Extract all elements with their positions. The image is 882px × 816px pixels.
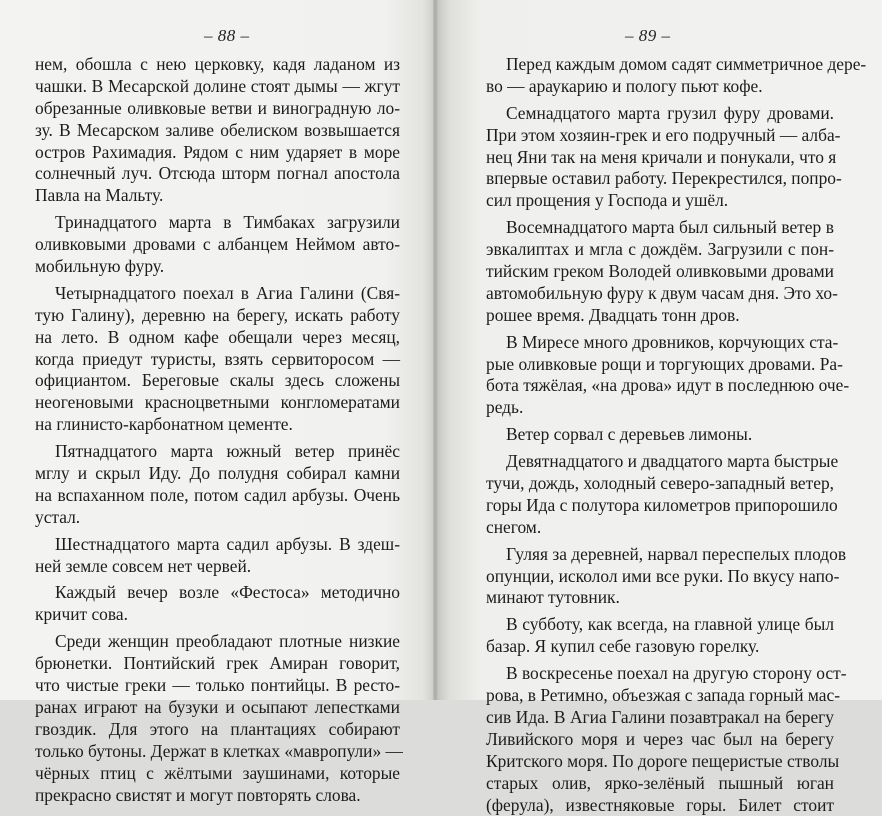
text-line: Четырнадцатого поехал в Агиа Галини (Свя- (35, 283, 400, 305)
text-line: зу. В Месарском заливе обелиском возвышается (35, 120, 400, 142)
text-line: автомобильную фуру к двум часам дня. Это хо- (486, 283, 834, 305)
right-page (436, 0, 882, 700)
text-line: брюнетки. Понтийский грек Амиран говорит, (35, 653, 400, 675)
text-line: (ферула), известняковые горы. Билет стоит (486, 795, 834, 816)
text-line: минают тутовник. (486, 587, 834, 609)
text-line: ранах играют на бузуки и осыпают лепестками (35, 697, 400, 719)
text-line: чашки. В Месарской долине стоят дымы — жгут (35, 76, 400, 98)
page-number: – 89 – (625, 26, 671, 46)
text-line: впервые оставил работу. Перекрестился, попро- (486, 168, 834, 190)
text-line: прекрасно свистят и могут повторять слова. (35, 785, 400, 807)
text-line: на глинисто-карбонатном цементе. (35, 414, 400, 436)
text-line: Перед каждым домом садят симметричное дере- (486, 54, 834, 76)
text-line: тую Галину), деревню на берегу, искать работу (35, 305, 400, 327)
text-line: Среди женщин преобладают плотные низкие (35, 631, 400, 653)
text-line: Пятнадцатого марта южный ветер принёс (35, 441, 400, 463)
book-spine-gutter (433, 0, 438, 700)
text-line: Павла на Мальту. (35, 185, 400, 207)
text-line: остров Рахимадия. Рядом с ним ударяет в море (35, 142, 400, 164)
text-line: когда приедут туристы, взять сервиторосом — (35, 349, 400, 371)
text-line: опунции, исколол ими все руки. По вкусу напо- (486, 566, 834, 588)
text-line: неогеновыми красноцветными конгломератами (35, 392, 400, 414)
text-line: нем, обошла с нею церковку, кадя ладаном из (35, 54, 400, 76)
text-line: только бутоны. Держат в клетках «мавропули» — (35, 741, 400, 763)
text-line: Восемнадцатого марта был сильный ветер в (486, 217, 834, 239)
text-line: нец Яни так на меня кричали и понукали, что я (486, 147, 834, 169)
text-line: Тринадцатого марта в Тимбаках загрузили (35, 212, 400, 234)
text-line: рые оливковые рощи и торгующих дровами. Ра- (486, 354, 834, 376)
text-line: обрезанные оливковые ветви и виноградную ло- (35, 98, 400, 120)
text-line: снегом. (486, 517, 834, 539)
text-line: устал. (35, 507, 400, 529)
text-line: во — араукарию и пологу пьют кофе. (486, 76, 834, 98)
text-line: на вспаханном поле, потом садил арбузы. Очень (35, 485, 400, 507)
text-line: Девятнадцатого и двадцатого марта быстрые (486, 451, 834, 473)
left-page-text (35, 54, 400, 806)
text-line: базар. Я купил себе газовую горелку. (486, 636, 834, 658)
text-line: мобильную фуру. (35, 256, 400, 278)
text-line: эвкалиптах и мгла с дождём. Загрузили с пон- (486, 239, 834, 261)
text-line: Гуляя за деревней, нарвал переспелых плодов (486, 544, 834, 566)
text-line: солнечный луч. Отсюда шторм погнал апостола (35, 163, 400, 185)
text-line: В воскресенье поехал на другую сторону ост- (486, 663, 834, 685)
text-line: тийским греком Володей оливковыми дровами (486, 261, 834, 283)
text-line: старых олив, ярко-зелёный пышный юган (486, 773, 834, 795)
text-line: горы Ида с полутора километров припорошило (486, 495, 834, 517)
text-line: Ливийского моря и через час был на берегу (486, 729, 834, 751)
text-line: При этом хозяин-грек и его подручный — алба- (486, 125, 834, 147)
text-line: мглу и скрыл Иду. До полудня собирал камни (35, 463, 400, 485)
text-line: бота тяжёлая, «на дрова» идут в последнюю оче- (486, 375, 834, 397)
text-line: Критского моря. По дороге пещеристые стволы (486, 751, 834, 773)
page-number: – 88 – (204, 26, 250, 46)
text-line: В Миресе много дровников, корчующих ста- (486, 332, 834, 354)
text-line: на лето. В одном кафе обещали через месяц, (35, 327, 400, 349)
text-line: тучи, дождь, холодный северо-западный ветер, (486, 473, 834, 495)
text-line: чёрных птиц с жёлтыми заушинами, которые (35, 763, 400, 785)
text-line: редь. (486, 397, 834, 419)
text-line: Семнадцатого марта грузил фуру дровами. (486, 103, 834, 125)
text-line: сив Ида. В Агиа Галини позавтракал на берегу (486, 707, 834, 729)
text-line: Шестнадцатого марта садил арбузы. В здеш- (35, 534, 400, 556)
text-line: гвоздик. Для этого на плантациях собирают (35, 719, 400, 741)
text-line: рошее время. Двадцать тонн дров. (486, 305, 834, 327)
text-line: В субботу, как всегда, на главной улице был (486, 614, 834, 636)
right-page-text (486, 54, 834, 816)
text-line: официантом. Береговые скалы здесь сложены (35, 370, 400, 392)
text-line: рова, в Ретимно, объезжая с запада горный мас- (486, 685, 834, 707)
text-line: кричит сова. (35, 604, 400, 626)
text-line: Каждый вечер возле «Фестоса» методично (35, 582, 400, 604)
text-line: сил прощения у Господа и ушёл. (486, 190, 834, 212)
text-line: ней земле совсем нет червей. (35, 556, 400, 578)
text-line: Ветер сорвал с деревьев лимоны. (486, 424, 834, 446)
left-page (0, 0, 436, 700)
text-line: что чистые греки — только понтийцы. В ресто- (35, 675, 400, 697)
text-line: оливковыми дровами с албанцем Неймом авто- (35, 234, 400, 256)
